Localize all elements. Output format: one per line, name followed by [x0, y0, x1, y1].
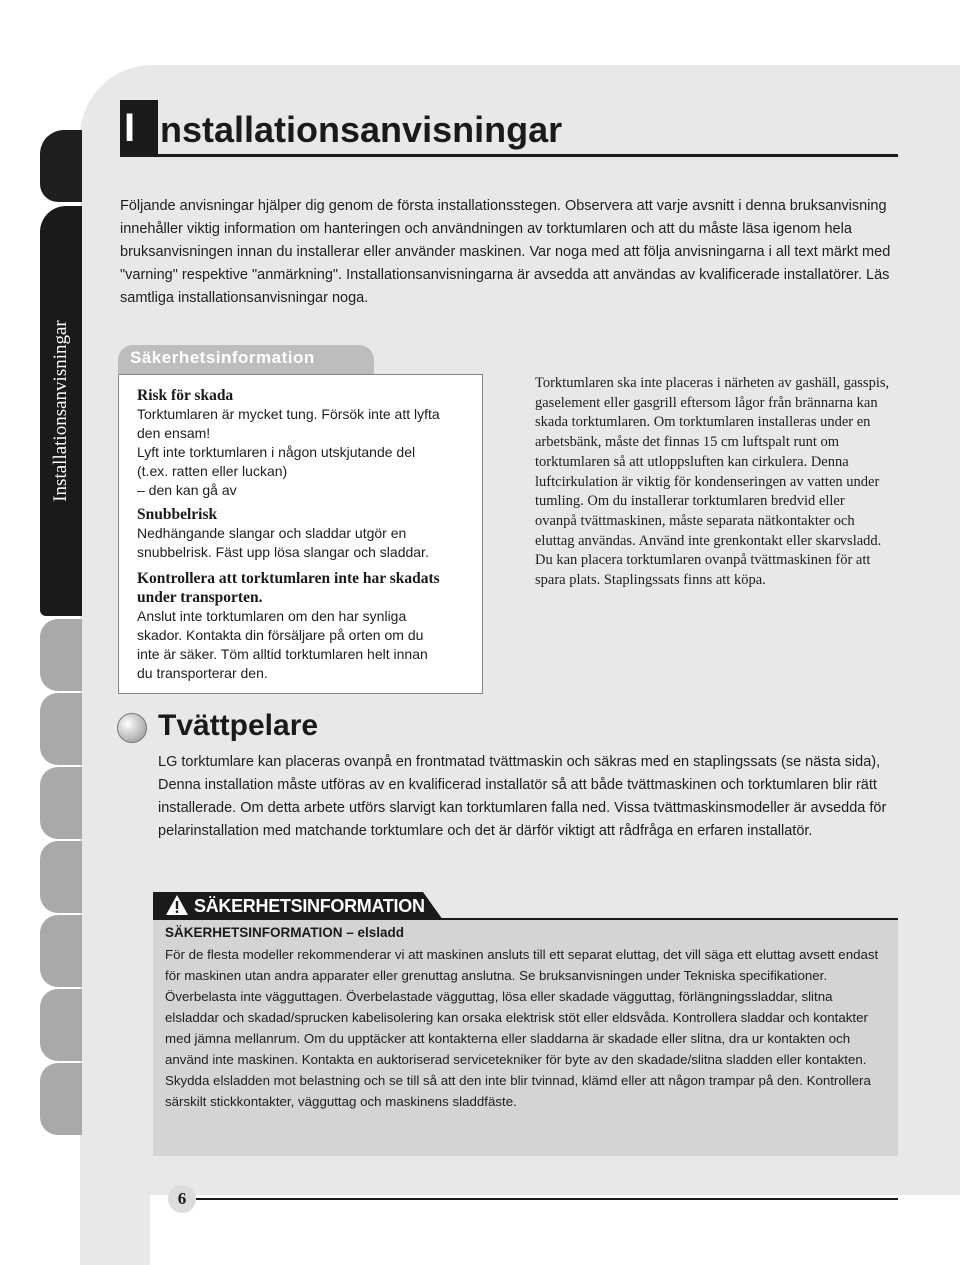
side-tab-previous[interactable] — [40, 130, 82, 202]
page-title: nstallationsanvisningar — [160, 109, 563, 150]
page-number: 6 — [177, 1189, 187, 1208]
warning-paragraph: För de flesta modeller rekommenderar vi att maskinen ansluts till ett separat eluttag, det vill säga ett eluttag avsett endast för maskinen utan andra apparater eller grenuttag anslutna. Se bruksanvisningen under Tekniska specifikationer. — [165, 947, 879, 983]
section-bullet-icon — [117, 713, 147, 743]
intro-paragraph: Följande anvisningar hjälper dig genom de första installationsstegen. Observera att varje avsnitt i denna bruksanvisning innehåller viktig information om hanteringen och användningen av torktumlaren och att du måste läsa igenom hela bruksanvisningen innan du installerar eller använder maskinen. Var noga med att följa anvisningarna i all text märkt med "varning" respektive "anmärkning". Installationsanvisningarna är avsedda att användas av kvalificerade installatörer. Läs samtliga installationsanvisningar noga. — [120, 198, 891, 306]
safety-line: Torktumlaren är mycket tung. Försök inte att lyfta — [137, 406, 440, 422]
footer-rule — [196, 1198, 898, 1200]
safety-section-tab — [118, 345, 374, 375]
side-tab-7[interactable] — [40, 915, 82, 987]
safety-line: snubbelrisk. Fäst upp lösa slangar och sladdar. — [137, 544, 429, 560]
placement-paragraph: Torktumlaren ska inte placeras i närheten av gashäll, gasspis, gaselement eller gasgrill eftersom lågor från brännarna kan skada torktumlaren. Om torktumlaren installeras under en arbetsbänk, måste det finnas 15 cm luftspalt runt om torktumlaren så att utloppsluften kan cirkulera. Denna luftcirkulation är viktig för kondenseringen av vatten under tumling. Om du installerar torktumlaren bredvid eller ovanpå tvättmaskinen, måste separata nätkontakter och eluttag användas. Använd inte grenkontakt eller skarvsladd. Du kan placera torktumlaren ovanpå tvättmaskinen för att spara plats. Staplingssats finns att köpa. — [535, 375, 890, 589]
side-tab-3[interactable] — [40, 619, 82, 691]
warning-triangle-icon — [165, 894, 189, 916]
title-underline — [120, 154, 898, 157]
side-tab-4[interactable] — [40, 693, 82, 765]
tvattpelare-paragraph: LG torktumlare kan placeras ovanpå en frontmatad tvättmaskin och säkras med en staplingssats (se nästa sida), Denna installation måste utföras av en kvalificerad installatör så att både tvättmaskinen och torktumlaren blir rätt installerade. Om detta arbete utförs slarvigt kan torktumlaren falla ned. Vissa tvättmaskinsmodeller är avsedda för pelarinstallation med matchande torktumlare och det är därför viktigt att rådfråga en erfaren installatör. — [158, 754, 887, 839]
safety-heading-injury: Risk för skada — [137, 387, 234, 404]
warning-heading: SÄKERHETSINFORMATION – elsladd — [165, 925, 405, 940]
safety-line: (t.ex. ratten eller luckan) — [137, 463, 288, 479]
safety-section-label: Säkerhetsinformation — [130, 348, 315, 367]
title-initial: I — [124, 106, 136, 150]
safety-heading-transport: Kontrollera att torktumlaren inte har skadats under transporten. — [137, 570, 440, 606]
side-tab-6[interactable] — [40, 841, 82, 913]
safety-line: – den kan gå av — [137, 482, 237, 498]
side-tab-8[interactable] — [40, 989, 82, 1061]
warning-banner-label: SÄKERHETSINFORMATION — [194, 896, 425, 916]
warning-text — [165, 944, 890, 1112]
safety-line: Nedhängande slangar och sladdar utgör en — [137, 525, 407, 541]
warning-rule — [153, 918, 898, 920]
safety-heading-trip: Snubbelrisk — [137, 506, 218, 523]
warning-paragraph: Överbelasta inte vägguttagen. Överbelastade vägguttag, lösa eller skadade vägguttag, förlängningssladdar, slitna elsladdar och skadad/sprucken kabelisolering kan orsaka elektrisk stöt eller eldsvåda. Kontrollera sladdar och kontakter med jämna mellanrum. Om du upptäcker att kontakterna eller sladdarna är skadade eller slitna, dra ur kontakten och använd inte maskinen. Kontakta en auktoriserad servicetekniker för byte av den skadade/slitna sladden eller kontakten. Skydda elsladden mot belastning och se till så att den inte blir tvinnad, klämd eller att någon trampar på den. Kontrollera särskilt stickkontakter, vägguttag och maskinens sladdfäste. — [165, 989, 871, 1109]
side-tab-5[interactable] — [40, 767, 82, 839]
safety-line: Lyft inte torktumlaren i någon utskjutande del — [137, 444, 416, 460]
safety-line: Anslut inte torktumlaren om den har synliga — [137, 608, 407, 624]
page-bottom-margin — [150, 1195, 960, 1265]
side-tab-9[interactable] — [40, 1063, 82, 1135]
side-tab-label-wrapper — [40, 206, 82, 616]
safety-line: skador. Kontakta din försäljare på orten om du — [137, 627, 424, 643]
section-title-tvattpelare: Tvättpelare — [158, 709, 319, 742]
safety-line: den ensam! — [137, 425, 211, 441]
side-tab-label: Installationsanvisningar — [50, 320, 71, 502]
safety-line: du transporterar den. — [137, 665, 268, 681]
safety-line: inte är säker. Töm alltid torktumlaren helt innan — [137, 646, 428, 662]
